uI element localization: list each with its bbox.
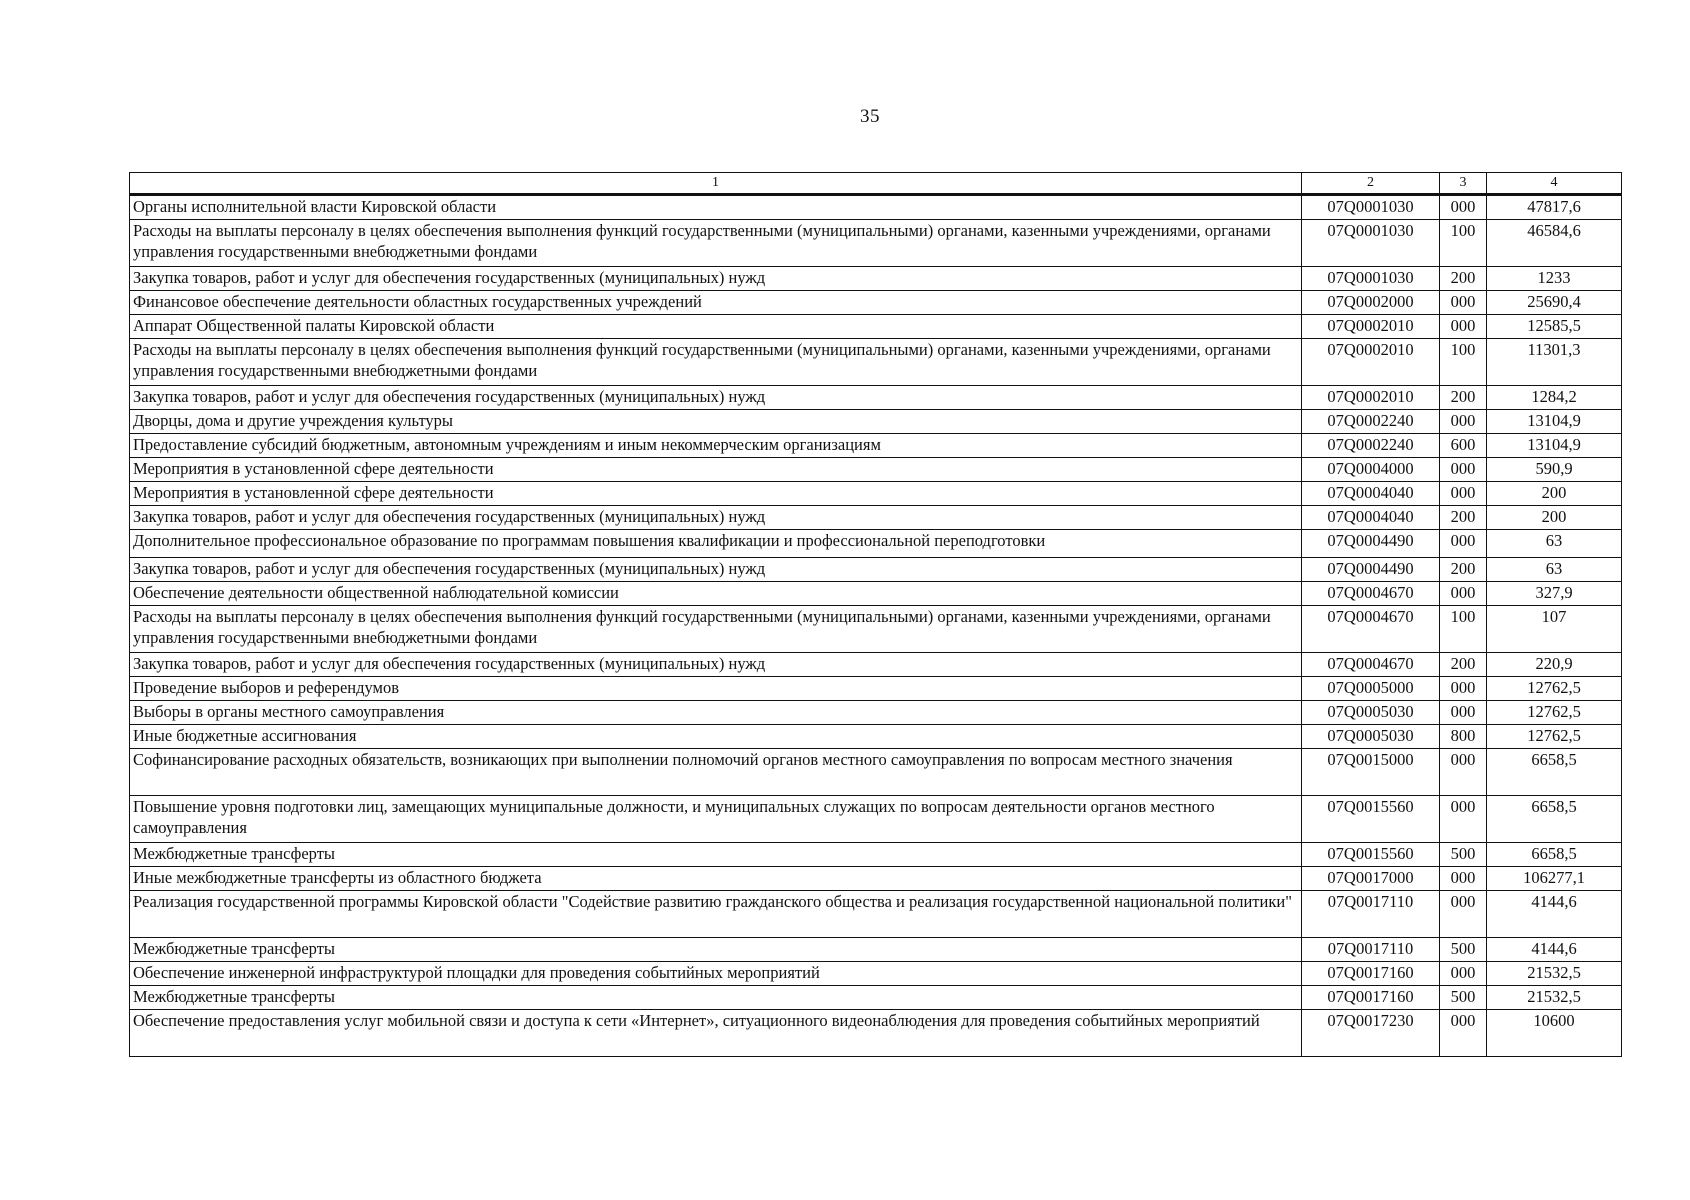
row-sum: 46584,6	[1487, 220, 1622, 267]
table-row	[130, 339, 1622, 386]
row-type: 200	[1440, 386, 1487, 410]
row-sum: 13104,9	[1487, 410, 1622, 434]
row-sum: 63	[1487, 530, 1622, 558]
row-name: Расходы на выплаты персоналу в целях обеспечения выполнения функций государственными (муниципальными) органами, казенными учреждениями, органами управления государственными внебюджетными фондами	[130, 606, 1302, 653]
row-name: Закупка товаров, работ и услуг для обеспечения государственных (муниципальных) нужд	[130, 558, 1302, 582]
row-name: Обеспечение инженерной инфраструктурой площадки для проведения событийных мероприятий	[130, 962, 1302, 986]
row-name: Иные межбюджетные трансферты из областного бюджета	[130, 867, 1302, 891]
row-sum: 6658,5	[1487, 796, 1622, 843]
row-type: 500	[1440, 843, 1487, 867]
row-type: 000	[1440, 410, 1487, 434]
table-row	[130, 725, 1622, 749]
row-code: 07Q0002010	[1302, 315, 1440, 339]
row-name: Реализация государственной программы Кировской области "Содействие развитию гражданского общества и реализация государственной национальной политики"	[130, 891, 1302, 938]
row-type: 600	[1440, 434, 1487, 458]
row-type: 200	[1440, 506, 1487, 530]
table-row	[130, 458, 1622, 482]
table-row	[130, 606, 1622, 653]
budget-table	[129, 172, 1622, 1057]
row-type: 000	[1440, 582, 1487, 606]
row-code: 07Q0005030	[1302, 725, 1440, 749]
row-name: Обеспечение предоставления услуг мобильной связи и доступа к сети «Интернет», ситуационного видеонаблюдения для проведения событийных мероприятий	[130, 1010, 1302, 1057]
row-name: Закупка товаров, работ и услуг для обеспечения государственных (муниципальных) нужд	[130, 506, 1302, 530]
table-header	[130, 173, 1622, 195]
row-code: 07Q0004670	[1302, 653, 1440, 677]
row-sum: 1233	[1487, 267, 1622, 291]
row-type: 500	[1440, 986, 1487, 1010]
row-sum: 21532,5	[1487, 986, 1622, 1010]
row-name: Проведение выборов и референдумов	[130, 677, 1302, 701]
row-code: 07Q0002010	[1302, 339, 1440, 386]
row-code: 07Q0015560	[1302, 796, 1440, 843]
row-type: 000	[1440, 749, 1487, 796]
table-row	[130, 434, 1622, 458]
table-row	[130, 796, 1622, 843]
header-col-1: 1	[130, 173, 1302, 195]
page-number: 35	[860, 106, 880, 127]
row-sum: 4144,6	[1487, 891, 1622, 938]
row-sum: 6658,5	[1487, 749, 1622, 796]
row-type: 000	[1440, 315, 1487, 339]
row-type: 000	[1440, 677, 1487, 701]
table-row	[130, 315, 1622, 339]
row-sum: 107	[1487, 606, 1622, 653]
row-sum: 12762,5	[1487, 677, 1622, 701]
table-row	[130, 653, 1622, 677]
row-sum: 13104,9	[1487, 434, 1622, 458]
row-sum: 12762,5	[1487, 725, 1622, 749]
row-sum: 12762,5	[1487, 701, 1622, 725]
row-type: 800	[1440, 725, 1487, 749]
row-name: Мероприятия в установленной сфере деятельности	[130, 458, 1302, 482]
row-type: 100	[1440, 606, 1487, 653]
table-row	[130, 506, 1622, 530]
table-row	[130, 291, 1622, 315]
row-type: 000	[1440, 867, 1487, 891]
row-type: 200	[1440, 267, 1487, 291]
row-type: 100	[1440, 339, 1487, 386]
row-name: Закупка товаров, работ и услуг для обеспечения государственных (муниципальных) нужд	[130, 267, 1302, 291]
row-code: 07Q0004040	[1302, 482, 1440, 506]
table-body	[130, 195, 1622, 1057]
table-row	[130, 1010, 1622, 1057]
table-row	[130, 220, 1622, 267]
table-row	[130, 938, 1622, 962]
row-name: Финансовое обеспечение деятельности областных государственных учреждений	[130, 291, 1302, 315]
table-row	[130, 701, 1622, 725]
row-sum: 21532,5	[1487, 962, 1622, 986]
row-sum: 6658,5	[1487, 843, 1622, 867]
row-sum: 25690,4	[1487, 291, 1622, 315]
table-row	[130, 749, 1622, 796]
row-sum: 590,9	[1487, 458, 1622, 482]
header-col-2: 2	[1302, 173, 1440, 195]
row-sum: 10600	[1487, 1010, 1622, 1057]
row-sum: 220,9	[1487, 653, 1622, 677]
table-row	[130, 558, 1622, 582]
row-code: 07Q0017110	[1302, 938, 1440, 962]
row-name: Органы исполнительной власти Кировской области	[130, 195, 1302, 220]
row-name: Дворцы, дома и другие учреждения культуры	[130, 410, 1302, 434]
row-code: 07Q0001030	[1302, 267, 1440, 291]
table-row	[130, 867, 1622, 891]
row-name: Расходы на выплаты персоналу в целях обеспечения выполнения функций государственными (муниципальными) органами, казенными учреждениями, органами управления государственными внебюджетными фондами	[130, 220, 1302, 267]
row-name: Повышение уровня подготовки лиц, замещающих муниципальные должности, и муниципальных служащих по вопросам деятельности органов местного самоуправления	[130, 796, 1302, 843]
row-code: 07Q0005030	[1302, 701, 1440, 725]
table-row	[130, 582, 1622, 606]
row-name: Расходы на выплаты персоналу в целях обеспечения выполнения функций государственными (муниципальными) органами, казенными учреждениями, органами управления государственными внебюджетными фондами	[130, 339, 1302, 386]
row-sum: 327,9	[1487, 582, 1622, 606]
row-sum: 4144,6	[1487, 938, 1622, 962]
row-type: 200	[1440, 558, 1487, 582]
table-row	[130, 843, 1622, 867]
row-code: 07Q0004670	[1302, 606, 1440, 653]
table-row	[130, 386, 1622, 410]
row-type: 500	[1440, 938, 1487, 962]
row-code: 07Q0005000	[1302, 677, 1440, 701]
table-row	[130, 677, 1622, 701]
row-code: 07Q0004670	[1302, 582, 1440, 606]
row-code: 07Q0004000	[1302, 458, 1440, 482]
row-code: 07Q0004040	[1302, 506, 1440, 530]
row-type: 000	[1440, 458, 1487, 482]
table-row	[130, 891, 1622, 938]
row-name: Межбюджетные трансферты	[130, 938, 1302, 962]
row-type: 000	[1440, 482, 1487, 506]
row-type: 000	[1440, 701, 1487, 725]
row-type: 000	[1440, 796, 1487, 843]
row-code: 07Q0001030	[1302, 195, 1440, 220]
row-name: Дополнительное профессиональное образование по программам повышения квалификации и профессиональной переподготовки	[130, 530, 1302, 558]
row-code: 07Q0017230	[1302, 1010, 1440, 1057]
row-sum: 200	[1487, 506, 1622, 530]
header-col-3: 3	[1440, 173, 1487, 195]
row-type: 000	[1440, 195, 1487, 220]
row-code: 07Q0017110	[1302, 891, 1440, 938]
table-row	[130, 267, 1622, 291]
row-code: 07Q0017160	[1302, 962, 1440, 986]
row-type: 100	[1440, 220, 1487, 267]
table-row	[130, 482, 1622, 506]
row-code: 07Q0004490	[1302, 558, 1440, 582]
row-name: Межбюджетные трансферты	[130, 843, 1302, 867]
row-type: 000	[1440, 962, 1487, 986]
row-code: 07Q0015560	[1302, 843, 1440, 867]
row-sum: 12585,5	[1487, 315, 1622, 339]
row-sum: 63	[1487, 558, 1622, 582]
row-name: Иные бюджетные ассигнования	[130, 725, 1302, 749]
row-sum: 106277,1	[1487, 867, 1622, 891]
row-name: Закупка товаров, работ и услуг для обеспечения государственных (муниципальных) нужд	[130, 653, 1302, 677]
row-code: 07Q0004490	[1302, 530, 1440, 558]
table-row	[130, 410, 1622, 434]
row-name: Обеспечение деятельности общественной наблюдательной комиссии	[130, 582, 1302, 606]
table-row	[130, 195, 1622, 220]
row-sum: 47817,6	[1487, 195, 1622, 220]
row-code: 07Q0002010	[1302, 386, 1440, 410]
table-row	[130, 962, 1622, 986]
row-sum: 200	[1487, 482, 1622, 506]
row-name: Межбюджетные трансферты	[130, 986, 1302, 1010]
row-name: Аппарат Общественной палаты Кировской области	[130, 315, 1302, 339]
row-code: 07Q0017160	[1302, 986, 1440, 1010]
table-row	[130, 986, 1622, 1010]
row-name: Софинансирование расходных обязательств, возникающих при выполнении полномочий органов местного самоуправления по вопросам местного значения	[130, 749, 1302, 796]
row-sum: 11301,3	[1487, 339, 1622, 386]
row-type: 000	[1440, 291, 1487, 315]
row-name: Закупка товаров, работ и услуг для обеспечения государственных (муниципальных) нужд	[130, 386, 1302, 410]
row-name: Выборы в органы местного самоуправления	[130, 701, 1302, 725]
row-code: 07Q0002000	[1302, 291, 1440, 315]
row-sum: 1284,2	[1487, 386, 1622, 410]
table-row	[130, 530, 1622, 558]
row-type: 200	[1440, 653, 1487, 677]
row-type: 000	[1440, 530, 1487, 558]
row-code: 07Q0001030	[1302, 220, 1440, 267]
row-type: 000	[1440, 891, 1487, 938]
header-col-4: 4	[1487, 173, 1622, 195]
row-name: Мероприятия в установленной сфере деятельности	[130, 482, 1302, 506]
row-code: 07Q0015000	[1302, 749, 1440, 796]
row-code: 07Q0017000	[1302, 867, 1440, 891]
row-name: Предоставление субсидий бюджетным, автономным учреждениям и иным некоммерческим организациям	[130, 434, 1302, 458]
row-type: 000	[1440, 1010, 1487, 1057]
row-code: 07Q0002240	[1302, 434, 1440, 458]
row-code: 07Q0002240	[1302, 410, 1440, 434]
